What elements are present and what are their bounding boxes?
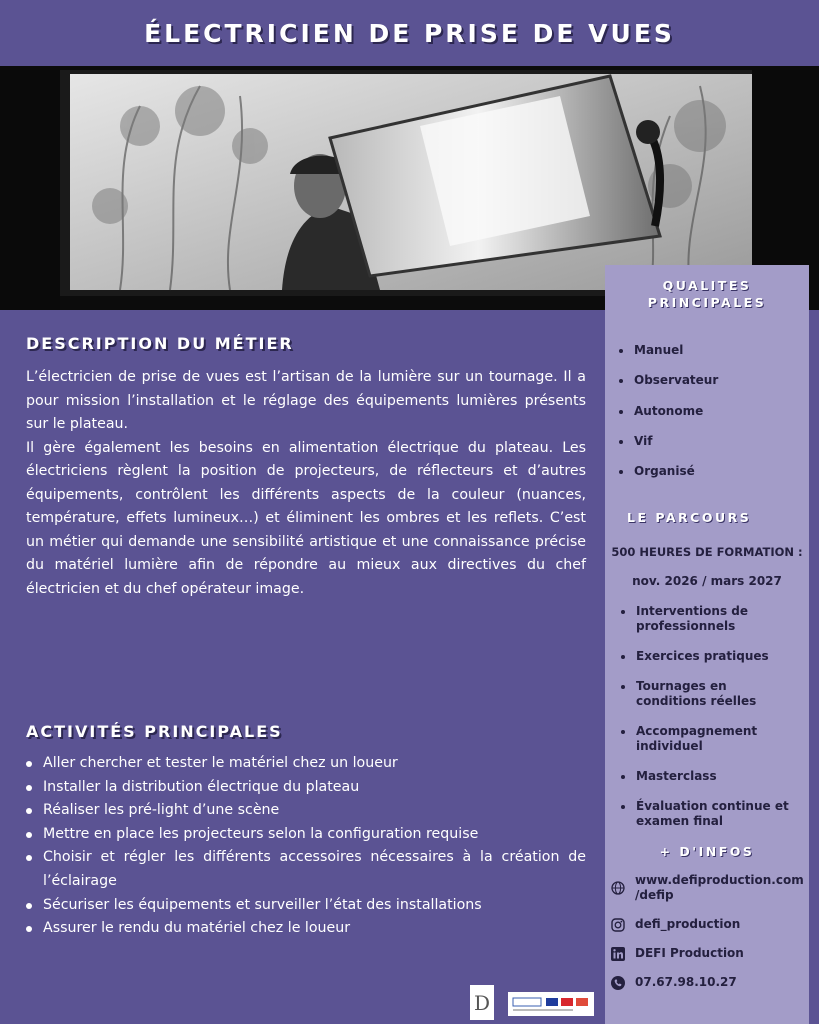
instagram-icon xyxy=(611,918,625,932)
contact-instagram[interactable] xyxy=(611,917,809,932)
quality-item: Manuel xyxy=(619,343,809,373)
description-title: DESCRIPTION DU MÉTIER xyxy=(26,334,294,353)
website-link[interactable]: www.defiproduction.com /defip xyxy=(635,873,804,903)
activity-item: Aller chercher et tester le matériel chez un loueur xyxy=(26,752,586,776)
parcours-item: Exercices pratiques xyxy=(621,649,801,664)
instagram-handle[interactable]: defi_production xyxy=(635,917,741,932)
linkedin-icon xyxy=(611,947,625,961)
activity-item: Assurer le rendu du matériel chez le loueur xyxy=(26,917,586,941)
quality-item: Vif xyxy=(619,434,809,464)
contact-phone[interactable] xyxy=(611,975,809,990)
qualities-title-line: PRINCIPALES xyxy=(647,295,767,310)
activity-item: Réaliser les pré-light d’une scène xyxy=(26,799,586,823)
defi-logo: D xyxy=(470,985,494,1020)
description-text xyxy=(26,366,586,601)
page-header xyxy=(0,0,819,66)
linkedin-name[interactable]: DEFI Production xyxy=(635,946,744,961)
parcours-item: Évaluation continue et examen final xyxy=(621,799,801,829)
phone-number[interactable]: 07.67.98.10.27 xyxy=(635,975,737,990)
description-paragraph: L’électricien de prise de vues est l’artisan de la lumière sur un tournage. Il a pour mission l’installation et le réglage des équipements lumières présents sur le plateau. xyxy=(26,369,586,432)
activities-title: ACTIVITÉS PRINCIPALES xyxy=(26,722,283,741)
infos-title: + D'INFOS xyxy=(659,844,755,860)
parcours-item: Interventions de professionnels xyxy=(621,604,801,634)
description-paragraph: Il gère également les besoins en alimentation électrique du plateau. Les électriciens règlent la position de projecteurs, de réflecteurs et d’autres équipements, contrôlent les différents aspects de la couleur (nuances, température, effets lumineux…) et éliminent les ombres et les reflets. C’est un métier qui demande une sensibilité artistique et une connaissance précise du matériel lumière afin de répondre au mieux aux directives du chef électricien et du chef opérateur image. xyxy=(26,439,586,597)
activity-item: Mettre en place les projecteurs selon la configuration requise xyxy=(26,823,586,847)
page-title: ÉLECTRICIEN DE PRISE DE VUES xyxy=(144,18,675,48)
activity-item: Sécuriser les équipements et surveiller l’état des installations xyxy=(26,894,586,918)
qualities-title xyxy=(605,277,809,311)
quality-item: Autonome xyxy=(619,404,809,434)
training-hours: 500 HEURES DE FORMATION : xyxy=(611,545,803,560)
parcours-item: Masterclass xyxy=(621,769,801,784)
contact-linkedin[interactable] xyxy=(611,946,809,961)
phone-icon xyxy=(611,976,625,990)
activities-list xyxy=(26,752,586,941)
quality-item: Observateur xyxy=(619,373,809,403)
parcours-title: LE PARCOURS xyxy=(627,510,752,526)
parcours-item: Tournages en conditions réelles xyxy=(621,679,801,709)
activity-item: Choisir et régler les différents accessoires nécessaires à la création de l’éclairage xyxy=(26,846,586,893)
qualities-list xyxy=(605,343,809,494)
partner-logos xyxy=(508,992,594,1016)
sidebar xyxy=(605,265,809,1024)
contact-website[interactable] xyxy=(611,873,809,903)
globe-icon xyxy=(611,881,625,895)
parcours-list xyxy=(605,604,809,829)
training-dates: nov. 2026 / mars 2027 xyxy=(632,574,782,589)
activity-item: Installer la distribution électrique du plateau xyxy=(26,776,586,800)
contact-list xyxy=(605,873,809,990)
parcours-item: Accompagnement individuel xyxy=(621,724,801,754)
qualities-title-line: QUALITES xyxy=(662,278,752,293)
quality-item: Organisé xyxy=(619,464,809,494)
